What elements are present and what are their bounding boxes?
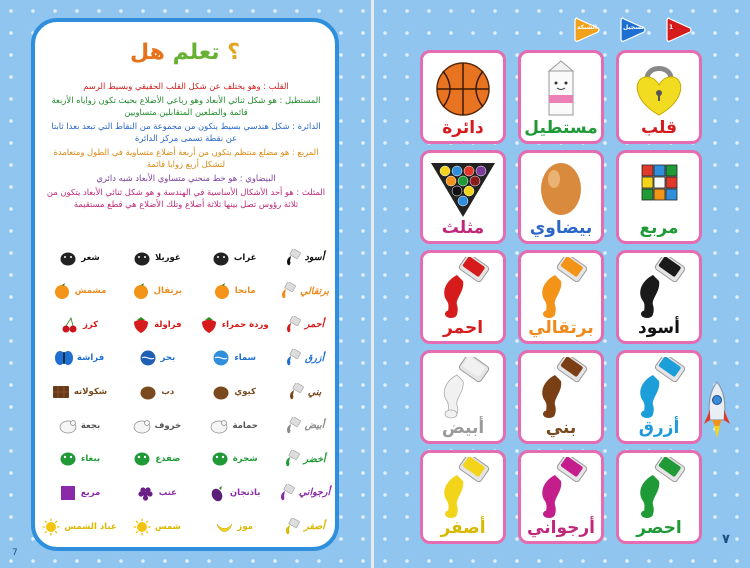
vocab-item — [196, 518, 272, 536]
vocab-word: كيوي — [234, 387, 256, 397]
black-paint-tube-icon — [619, 257, 699, 319]
title-word-learn: تعلم — [172, 40, 220, 65]
vocab-item — [41, 518, 117, 536]
paint-tube-icon — [282, 249, 302, 267]
definition-item: الدائرة : شكل هندسي بسيط يتكون من مجموعة من النقاط التي تبعد بعدا ثابتا عن نقطة تسمى مركز الدائرة — [51, 121, 321, 143]
card-label: قلب — [640, 118, 678, 138]
paint-tube-icon — [281, 450, 301, 468]
paint-tube-icon — [282, 417, 302, 435]
swan-icon — [58, 417, 78, 435]
shape-card[interactable] — [518, 350, 604, 444]
shape-card[interactable] — [420, 450, 506, 544]
heart-lock-icon — [619, 57, 699, 119]
shapes-colors-grid — [420, 50, 702, 545]
paint-tube-icon — [276, 484, 296, 502]
did-you-know-card — [31, 18, 339, 551]
grapes-icon — [136, 484, 156, 502]
blue-paint-tube-icon — [619, 357, 699, 419]
vocab-word: أصفر — [304, 521, 325, 532]
card-label: بيضاوي — [529, 218, 593, 238]
yellow-paint-tube-icon — [423, 457, 503, 519]
vocab-item — [118, 349, 194, 367]
definitions-list — [45, 80, 327, 212]
vocab-item — [118, 450, 194, 468]
white-paint-tube-icon — [423, 357, 503, 419]
red-paint-tube-icon — [423, 257, 503, 319]
vocab-word: أبيض — [304, 420, 325, 432]
vocab-item — [273, 450, 333, 468]
crow-icon — [211, 249, 231, 267]
square-icon — [58, 484, 78, 502]
vocab-word: كرز — [82, 319, 99, 330]
vocab-word: أخضر — [303, 453, 326, 465]
vocab-word: دب — [161, 387, 175, 397]
cherry-icon — [60, 316, 80, 334]
vocab-word: وردة حمراء — [221, 319, 269, 330]
vocab-item — [118, 518, 194, 536]
vocab-item — [273, 349, 333, 367]
vocab-word: بني — [307, 386, 322, 398]
shape-card[interactable] — [420, 150, 506, 244]
definition-item: المثلث : هو أحد الأشكال الأساسية في الهندسة و هو شكل ثنائي الأبعاد يتكون من ثلاثة رؤوس تصل بينها ثلاثة أضلاع وتلك الأضلاع هي قطع مستقيمة — [46, 187, 326, 209]
vocab-word: برتقال — [153, 286, 183, 297]
vocab-word: برتقالي — [299, 285, 330, 297]
strawberry-icon — [131, 316, 151, 334]
vocab-row — [41, 511, 333, 542]
vocab-word: موز — [237, 521, 253, 532]
card-label: مربع — [639, 218, 679, 238]
shape-card[interactable] — [616, 150, 702, 244]
shape-card[interactable] — [420, 250, 506, 344]
green-paint-tube-icon — [619, 457, 699, 519]
card-label: دائرة — [442, 118, 484, 138]
vocab-item — [273, 282, 333, 300]
shape-card[interactable] — [420, 50, 506, 144]
hair-icon — [58, 249, 78, 267]
billiard-triangle-icon — [423, 157, 503, 219]
shape-card[interactable] — [518, 50, 604, 144]
vocab-word: حمامة — [232, 420, 258, 431]
vocab-word: بحر — [160, 353, 176, 364]
vocab-item — [273, 383, 333, 401]
vocab-item — [41, 417, 117, 435]
vocab-word: أحمر — [304, 319, 325, 331]
brown-paint-tube-icon — [521, 357, 601, 419]
purple-paint-tube-icon — [521, 457, 601, 519]
rocket-icon[interactable] — [701, 380, 733, 442]
vocab-item — [273, 249, 333, 267]
card-title — [35, 40, 335, 65]
dove-icon — [209, 417, 229, 435]
frog-icon — [132, 450, 152, 468]
vocab-row — [41, 377, 333, 408]
vocab-word: فراشة — [76, 353, 105, 364]
vocab-word: عنب — [158, 487, 177, 498]
title-word-did: هل — [130, 40, 165, 65]
vocab-word: أسود — [304, 252, 325, 263]
vocab-item — [41, 383, 117, 401]
vocab-item — [273, 484, 333, 502]
vocab-row — [41, 276, 333, 307]
shape-card[interactable] — [616, 350, 702, 444]
vocab-item — [196, 417, 272, 435]
vocab-word: بجعة — [80, 420, 101, 431]
card-label: أرجواني — [527, 518, 595, 538]
eggplant-icon — [207, 484, 227, 502]
sea-icon — [138, 349, 158, 367]
vocab-item — [196, 450, 272, 468]
vocab-item — [118, 249, 194, 267]
card-label: أبيض — [441, 418, 485, 438]
apricot-icon — [52, 282, 72, 300]
orange-icon — [131, 282, 151, 300]
card-label: برتقالي — [528, 318, 594, 338]
vocab-word: شكولاته — [73, 387, 108, 397]
vocab-row — [41, 309, 333, 340]
vocab-word: شمس — [154, 521, 181, 532]
vocab-word: سماء — [234, 353, 256, 364]
vocab-word: غوريلا — [155, 252, 181, 263]
card-label: احمر — [442, 318, 484, 338]
card-label: أزرق — [638, 418, 680, 438]
definition-item: القلب : وهو يختلف عن شكل القلب الحقيقي وبسيط الرسم — [83, 81, 289, 91]
vocab-row — [41, 477, 333, 508]
sunflower-icon — [41, 518, 61, 536]
vocab-word: مشمش — [74, 286, 107, 297]
vocab-word: عباد الشمس — [64, 521, 117, 532]
paint-tube-icon — [281, 518, 301, 536]
vocab-item — [41, 282, 117, 300]
page-number-right: ٧ — [722, 532, 730, 547]
paint-tube-icon — [277, 282, 297, 300]
card-label: مثلث — [441, 218, 485, 238]
mango-icon — [212, 282, 232, 300]
vocab-item — [196, 484, 272, 502]
paint-tube-icon — [282, 316, 302, 334]
vocab-item — [273, 417, 333, 435]
vocab-item — [196, 249, 272, 267]
vocab-item — [118, 383, 194, 401]
gorilla-icon — [132, 249, 152, 267]
vocab-item — [196, 282, 272, 300]
vocab-word: ضفدع — [155, 454, 181, 465]
milk-carton-icon — [521, 57, 601, 119]
vocab-item — [41, 484, 117, 502]
bear-icon — [138, 383, 158, 401]
shape-card[interactable] — [518, 150, 604, 244]
vocab-word: شعر — [81, 252, 100, 263]
nav-button[interactable] — [573, 16, 601, 44]
vocab-item — [196, 316, 272, 334]
card-label: احصر — [636, 518, 682, 538]
nav-button-label: تسجيل — [623, 24, 644, 31]
definition-item: البيضاوي : هو خط منحني متساوي الأبعاد شبه دائري — [96, 173, 276, 183]
vocab-word: غراب — [233, 252, 257, 263]
vocab-item — [118, 417, 194, 435]
vocab-word: فراولة — [154, 319, 182, 330]
shape-card[interactable] — [518, 250, 604, 344]
sky-icon — [211, 349, 231, 367]
vocab-word: أرجواني — [298, 487, 331, 499]
navigation-buttons — [573, 16, 691, 46]
vocab-item — [273, 518, 333, 536]
nav-button-label: الشبكة — [577, 24, 597, 31]
vocab-item — [196, 383, 272, 401]
paint-tube-icon — [282, 349, 302, 367]
card-label: أصفر — [440, 518, 486, 538]
vocab-word: مانجا — [234, 286, 256, 297]
tree-icon — [210, 450, 230, 468]
vocab-word: مربع — [80, 487, 101, 498]
kiwi-icon — [211, 383, 231, 401]
parrot-icon — [58, 450, 78, 468]
right-page — [374, 0, 750, 568]
vocab-word: ببغاء — [81, 454, 101, 465]
nav-button-label: 1 — [669, 24, 674, 31]
question-mark: ؟ — [227, 40, 240, 65]
page-number-left: 7 — [12, 548, 18, 558]
shape-card[interactable] — [518, 450, 604, 544]
vocab-word: باذنجان — [229, 487, 261, 498]
sheep-icon — [132, 417, 152, 435]
basketball-icon — [423, 57, 503, 119]
vocab-item — [41, 450, 117, 468]
card-label: بني — [545, 418, 577, 438]
vocab-item — [41, 316, 117, 334]
chocolate-icon — [51, 383, 71, 401]
vocab-item — [41, 249, 117, 267]
nav-button[interactable] — [619, 16, 647, 44]
vocab-row — [41, 242, 333, 273]
nav-button[interactable] — [665, 16, 693, 44]
rose-icon — [199, 316, 219, 334]
vocab-item — [273, 316, 333, 334]
vocab-row — [41, 410, 333, 441]
shape-card[interactable] — [616, 250, 702, 344]
vocab-word: شجرة — [232, 454, 258, 465]
vocab-row — [41, 343, 333, 374]
orange-paint-tube-icon — [521, 257, 601, 319]
vocab-row — [41, 444, 333, 475]
butterfly-icon — [54, 349, 74, 367]
card-label: أسود — [638, 318, 680, 338]
vocab-item — [118, 484, 194, 502]
vocab-word: خروف — [154, 420, 182, 431]
vocabulary-grid — [41, 242, 333, 542]
shape-card[interactable] — [616, 450, 702, 544]
egg-icon — [521, 157, 601, 219]
shape-card[interactable] — [616, 50, 702, 144]
vocab-item — [196, 349, 272, 367]
vocab-item — [118, 282, 194, 300]
vocab-item — [41, 349, 117, 367]
vocab-word: أزرق — [304, 352, 325, 364]
card-label: مستطيل — [524, 118, 598, 138]
definition-item: المستطيل : هو شكل ثنائي الأبعاد وهو رباعي الأضلاع بحيث تكون زواياه الأربعة قائمة والضلعين المتقابلين متساويين — [51, 95, 321, 117]
sun-icon — [132, 518, 152, 536]
vocab-item — [118, 316, 194, 334]
definition-item: المربع : هو مضلع منتظم يتكون من أربعة أضلاع متساوية في الطول ومتعامدة لتشكل أربع زوايا قائمة — [53, 147, 319, 169]
banana-icon — [214, 518, 234, 536]
left-page — [0, 0, 372, 568]
rubik-square-icon — [619, 157, 699, 219]
shape-card[interactable] — [420, 350, 506, 444]
paint-tube-icon — [285, 383, 305, 401]
